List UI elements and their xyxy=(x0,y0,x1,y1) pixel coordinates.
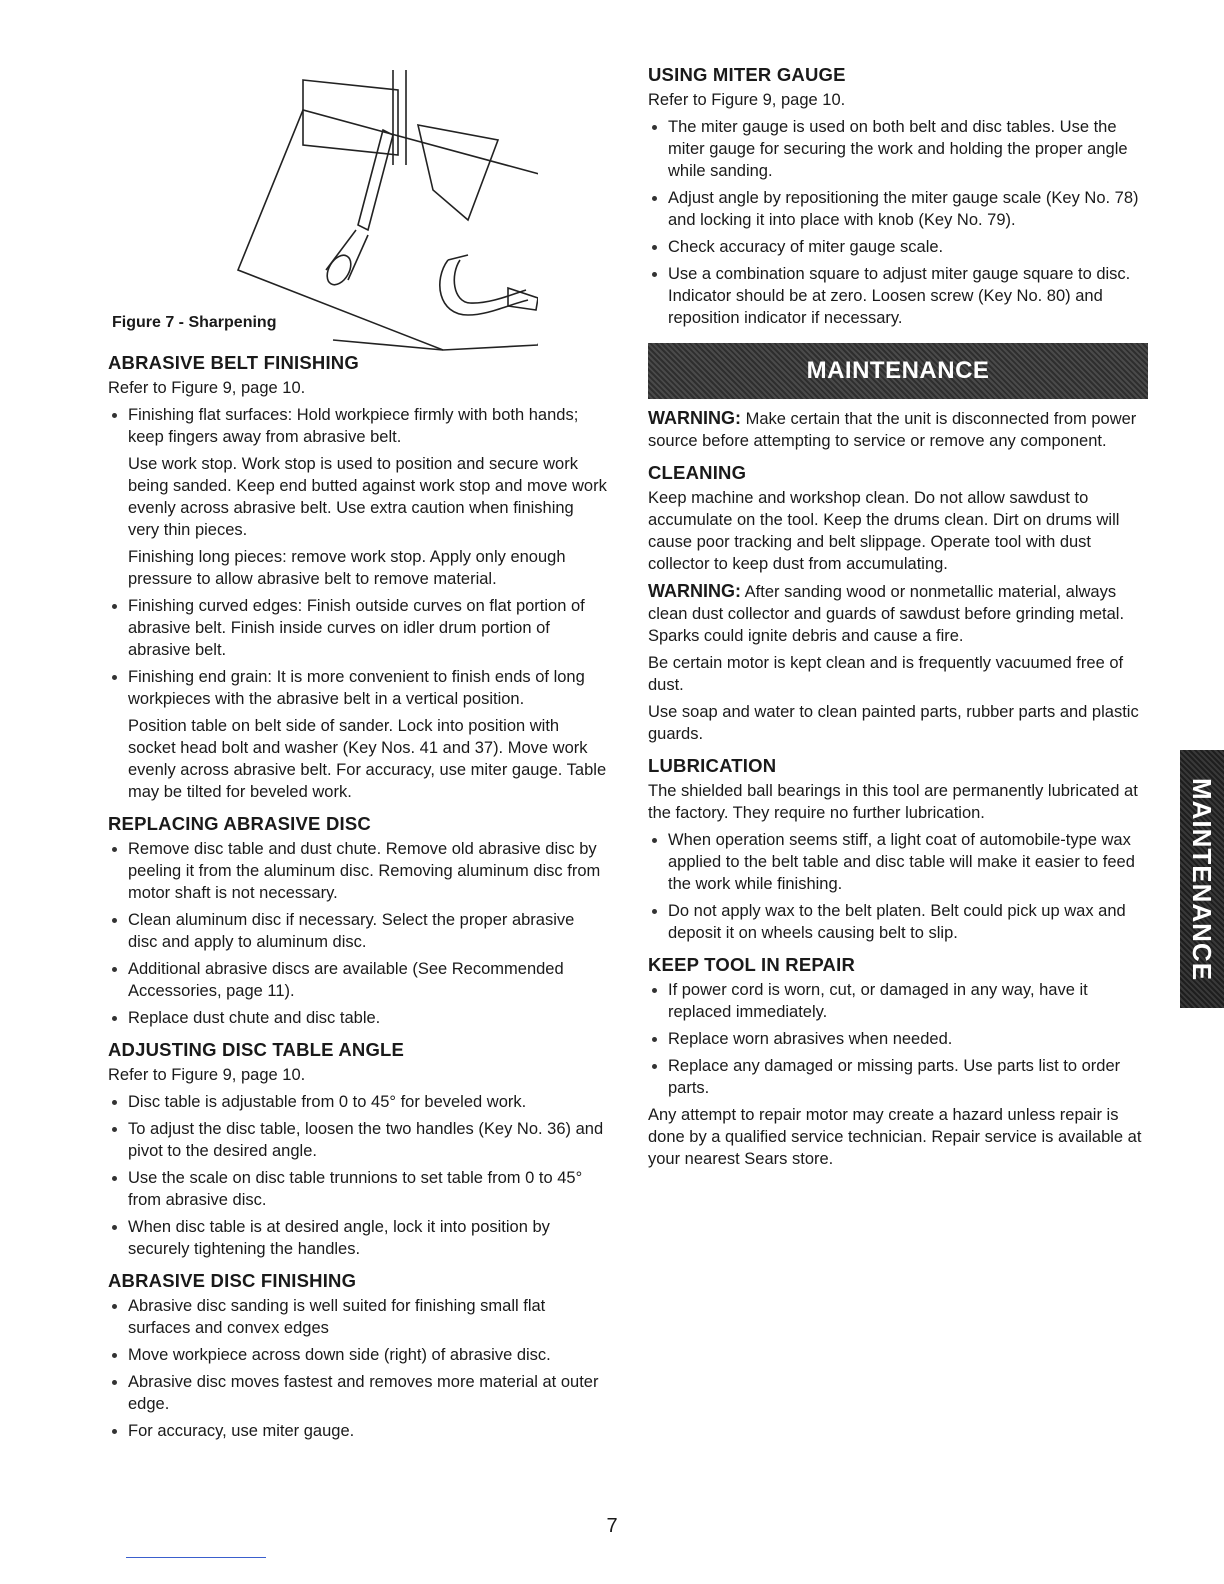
paragraph: Position table on belt side of sander. Lock into position with socket head bolt and washer (Key Nos. 41 and 37). Move work evenly across abrasive belt. For accuracy, use miter gauge. Table may be tilted for beveled work. xyxy=(128,717,607,801)
paragraph: Use soap and water to clean painted parts, rubber parts and plastic guards. xyxy=(648,703,1139,743)
side-tab-label: MAINTENANCE xyxy=(1187,777,1218,981)
paragraph: Be certain motor is kept clean and is frequently vacuumed free of dust. xyxy=(648,654,1124,694)
list-item: To adjust the disc table, loosen the two handles (Key No. 36) and pivot to the desired angle. xyxy=(108,1118,608,1162)
list-item: Replace dust chute and disc table. xyxy=(108,1007,608,1029)
list-item: Use the scale on disc table trunnions to set table from 0 to 45° from abrasive disc. xyxy=(108,1167,608,1211)
footer-rule xyxy=(126,1557,266,1558)
section-title: ADJUSTING DISC TABLE ANGLE xyxy=(108,1039,405,1060)
warning-paragraph xyxy=(648,580,1148,647)
list-item: Replace any damaged or missing parts. Use parts list to order parts. xyxy=(648,1055,1148,1099)
section-replacing-disc xyxy=(108,813,608,1029)
section-lubrication xyxy=(648,755,1148,944)
list-item: When operation seems stiff, a light coat of automobile-type wax applied to the belt table and disc table will make it easier to feed the work while finishing. xyxy=(648,829,1148,895)
figure-reference: Refer to Figure 9, page 10. xyxy=(108,1066,306,1084)
list-item: For accuracy, use miter gauge. xyxy=(108,1420,608,1442)
section-title: KEEP TOOL IN REPAIR xyxy=(648,954,856,975)
bullet-list xyxy=(648,979,1148,1099)
section-title: ABRASIVE DISC FINISHING xyxy=(108,1270,357,1291)
section-title: USING MITER GAUGE xyxy=(648,64,846,85)
bullet-list xyxy=(108,1295,608,1442)
bullet-list xyxy=(108,595,608,710)
warning-label: WARNING: xyxy=(648,581,741,601)
list-item: Check accuracy of miter gauge scale. xyxy=(648,236,1148,258)
list-item: Use a combination square to adjust miter gauge square to disc. Indicator should be at zero. Loosen screw (Key No. 80) and reposition indicator if necessary. xyxy=(648,263,1148,329)
section-repair xyxy=(648,954,1148,1170)
list-item: Disc table is adjustable from 0 to 45° for beveled work. xyxy=(108,1091,608,1113)
section-disc-table-angle xyxy=(108,1039,608,1260)
list-item: When disc table is at desired angle, lock it into position by securely tightening the handles. xyxy=(108,1216,608,1260)
paragraph: Keep machine and workshop clean. Do not allow sawdust to accumulate on the tool. Keep the drums clean. Dirt on drums will cause poor tracking and belt slippage. Operate tool with dust collector to keep dust from accumulating. xyxy=(648,489,1120,573)
maintenance-banner xyxy=(648,343,1148,399)
list-item: The miter gauge is used on both belt and disc tables. Use the miter gauge for securing the work and holding the proper angle while sanding. xyxy=(648,116,1148,182)
figure-reference: Refer to Figure 9, page 10. xyxy=(108,379,306,397)
warning-text: Make certain that the unit is disconnected from power source before attempting to service or remove any component. xyxy=(648,410,1137,450)
maintenance-side-tab xyxy=(1180,750,1224,1008)
list-item: Finishing flat surfaces: Hold workpiece firmly with both hands; keep fingers away from abrasive belt. xyxy=(108,404,608,448)
section-title: REPLACING ABRASIVE DISC xyxy=(108,813,371,834)
warning-paragraph xyxy=(648,407,1148,452)
left-column xyxy=(108,60,608,1447)
list-item: If power cord is worn, cut, or damaged in any way, have it replaced immediately. xyxy=(648,979,1148,1023)
section-title: CLEANING xyxy=(648,462,747,483)
figure-reference: Refer to Figure 9, page 10. xyxy=(648,91,846,109)
list-item: Move workpiece across down side (right) of abrasive disc. xyxy=(108,1344,608,1366)
banner-title: MAINTENANCE xyxy=(806,357,990,384)
page-number: 7 xyxy=(606,1515,618,1537)
section-title: ABRASIVE BELT FINISHING xyxy=(108,352,359,373)
list-item: Finishing curved edges: Finish outside curves on flat portion of abrasive belt. Finish inside curves on idler drum portion of abrasive belt. xyxy=(108,595,608,661)
figure-sharpening xyxy=(108,60,608,352)
bullet-list xyxy=(108,1091,608,1260)
bullet-list xyxy=(108,404,608,448)
paragraph: Finishing long pieces: remove work stop. Apply only enough pressure to allow abrasive belt to remove material. xyxy=(128,548,566,588)
section-belt-finishing xyxy=(108,352,608,803)
warning-text: After sanding wood or nonmetallic material, always clean dust collector and guards of sawdust before grinding metal. Sparks could ignite debris and cause a fire. xyxy=(648,583,1125,645)
paragraph: The shielded ball bearings in this tool are permanently lubricated at the factory. They require no further lubrication. xyxy=(648,782,1138,822)
section-cleaning xyxy=(648,462,1148,745)
list-item: Additional abrasive discs are available (See Recommended Accessories, page 11). xyxy=(108,958,608,1002)
list-item: Abrasive disc moves fastest and removes more material at outer edge. xyxy=(108,1371,608,1415)
right-column xyxy=(648,64,1148,1175)
paragraph: Any attempt to repair motor may create a hazard unless repair is done by a qualified service technician. Repair service is available at your nearest Sears store. xyxy=(648,1106,1142,1168)
bullet-list xyxy=(648,829,1148,944)
list-item: Do not apply wax to the belt platen. Belt could pick up wax and deposit it on wheels causing belt to slip. xyxy=(648,900,1148,944)
bullet-list xyxy=(108,838,608,1029)
list-item: Remove disc table and dust chute. Remove old abrasive disc by peeling it from the aluminum disc. Removing aluminum disc from motor shaft is not necessary. xyxy=(108,838,608,904)
list-item: Adjust angle by repositioning the miter gauge scale (Key No. 78) and locking it into place with knob (Key No. 79). xyxy=(648,187,1148,231)
list-item: Clean aluminum disc if necessary. Select the proper abrasive disc and apply to aluminum disc. xyxy=(108,909,608,953)
list-item: Replace worn abrasives when needed. xyxy=(648,1028,1148,1050)
warning-label: WARNING: xyxy=(648,408,741,428)
paragraph: Use work stop. Work stop is used to position and secure work being sanded. Keep end butted against work stop and move work evenly across abrasive belt. Use extra caution when finishing very thin pieces. xyxy=(128,455,607,539)
figure-caption: Figure 7 - Sharpening xyxy=(112,314,277,331)
section-miter-gauge xyxy=(648,64,1148,329)
list-item: Abrasive disc sanding is well suited for finishing small flat surfaces and convex edges xyxy=(108,1295,608,1339)
section-title: LUBRICATION xyxy=(648,755,777,776)
section-disc-finishing xyxy=(108,1270,608,1442)
bullet-list xyxy=(648,116,1148,329)
list-item: Finishing end grain: It is more convenient to finish ends of long workpieces with the abrasive belt in a vertical position. xyxy=(108,666,608,710)
